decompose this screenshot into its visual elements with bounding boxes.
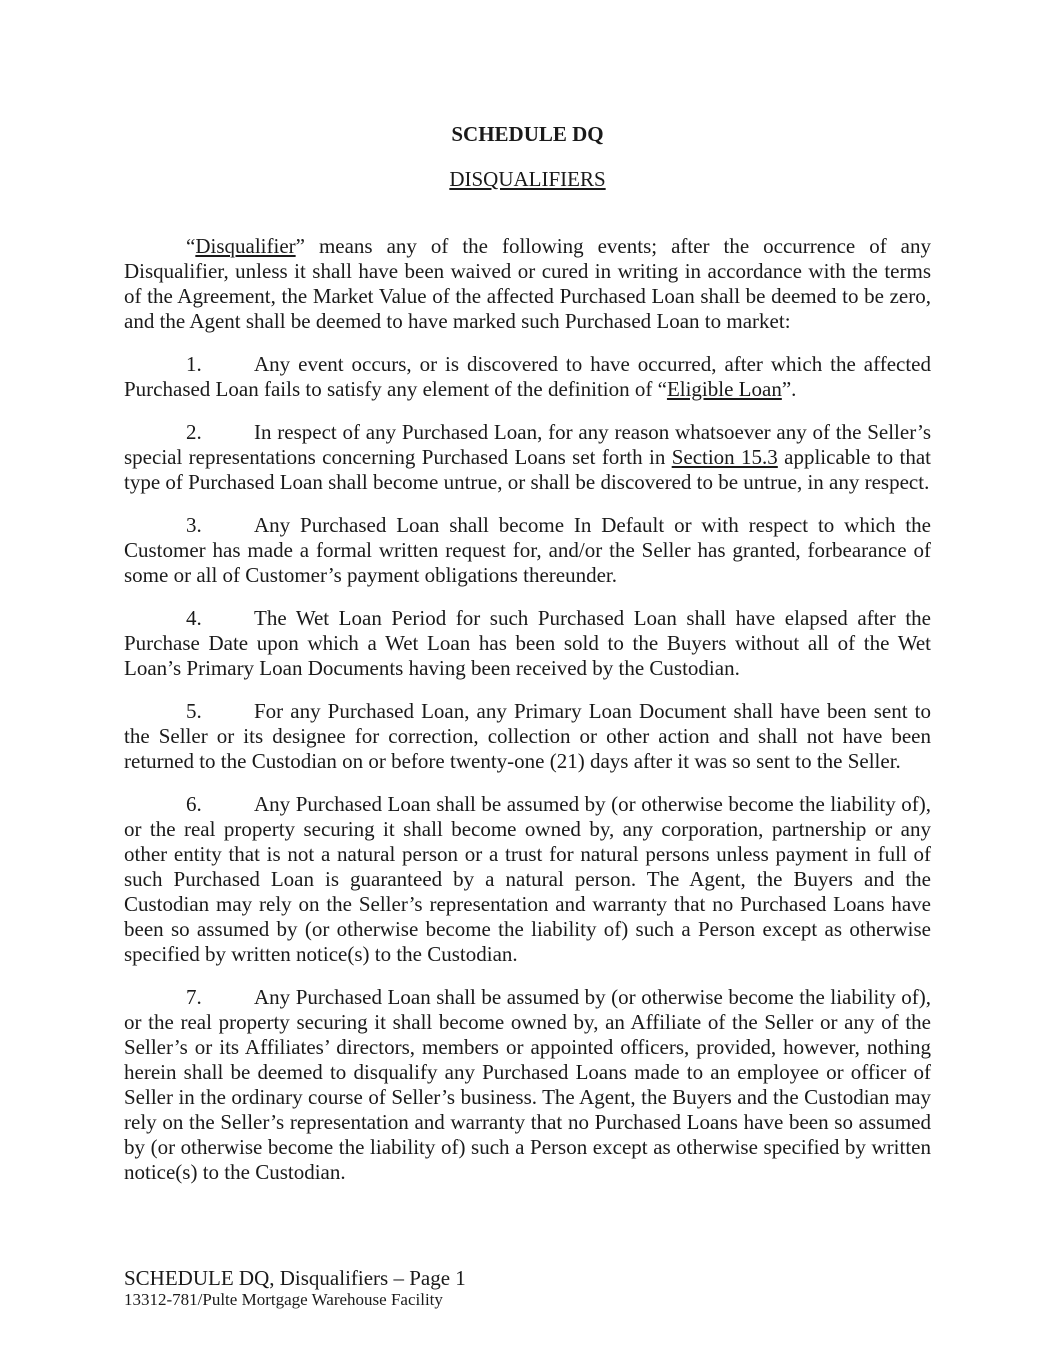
paragraph-number: 3. xyxy=(186,513,202,537)
text-run: Any Purchased Loan shall be assumed by (or otherwise become the liability of), or the real property securing it shall become owned by, any corporation, partnership or any other entity that is not a natural person or a trust for natural persons unless payment in full of such Purchased Loan is guaranteed by a natural person. The Agent, the Buyers and the Custodian may rely on the Seller’s representation and warranty that no Purchased Loans have been so assumed by (or otherwise become the liability of) such a Person except as otherwise specified by written notice(s) to the Custodian. xyxy=(124,792,931,966)
text-run: ”. xyxy=(781,377,797,401)
numbered-paragraph xyxy=(124,420,931,495)
intro-paragraph xyxy=(124,234,931,334)
text-run: In respect of any Purchased Loan, for any reason whatsoever any of the Seller’s special representations concerning Purchased Loans set forth in xyxy=(124,420,931,469)
text-run: “ xyxy=(186,234,196,258)
numbered-paragraph xyxy=(124,792,931,967)
text-run: For any Purchased Loan, any Primary Loan Document shall have been sent to the Seller or its designee for correction, collection or other action and shall not have been returned to the Custodian on or before twenty-one (21) days after it was so sent to the Seller. xyxy=(124,699,931,773)
paragraph-number: 2. xyxy=(186,420,202,444)
numbered-paragraph xyxy=(124,985,931,1185)
footer-schedule-line: SCHEDULE DQ, Disqualifiers – Page 1 xyxy=(124,1266,466,1290)
document-title: SCHEDULE DQ xyxy=(451,122,604,146)
underlined-term: Section 15.3 xyxy=(671,445,778,469)
paragraph-text xyxy=(124,792,931,966)
numbered-paragraph xyxy=(124,513,931,588)
paragraph-number: 6. xyxy=(186,792,202,816)
paragraph-number: 1. xyxy=(186,352,202,376)
paragraph-text xyxy=(124,985,931,1184)
text-run: The Wet Loan Period for such Purchased Loan shall have elapsed after the Purchase Date upon which a Wet Loan has been sold to the Buyers without all of the Wet Loan’s Primary Loan Documents having been received by the Custodian. xyxy=(124,606,931,680)
text-run: ” means any of the following events; after the occurrence of any Disqualifier, unless it shall have been waived or cured in writing in accordance with the terms of the Agreement, the Market Value of the affected Purchased Loan shall be deemed to be zero, and the Agent shall be deemed to have marked such Purchased Loan to market: xyxy=(124,234,931,333)
text-run: applicable to that type of Purchased Loan shall become untrue, or shall be discovered to be untrue, in any respect. xyxy=(124,445,931,494)
paragraph-number: 4. xyxy=(186,606,202,630)
text-run: Any Purchased Loan shall become In Default or with respect to which the Customer has made a formal written request for, and/or the Seller has granted, forbearance of some or all of Customer’s payment obligations thereunder. xyxy=(124,513,931,587)
underlined-term: Disqualifier xyxy=(195,234,296,258)
footer-matter-line: 13312-781/Pulte Mortgage Warehouse Facility xyxy=(124,1290,443,1309)
document-subtitle: DISQUALIFIERS xyxy=(449,167,606,191)
paragraph-number: 7. xyxy=(186,985,202,1009)
text-run: Any Purchased Loan shall be assumed by (or otherwise become the liability of), or the real property securing it shall become owned by, an Affiliate of the Seller or any of the Seller’s or its Affiliates’ directors, members or appointed officers, provided, however, nothing herein shall be deemed to disqualify any Purchased Loans made to an employee or officer of Seller in the ordinary course of Seller’s business. The Agent, the Buyers and the Custodian may rely on the Seller’s representation and warranty that no Purchased Loans have been so assumed by (or otherwise become the liability of) such a Person except as otherwise specified by written notice(s) to the Custodian. xyxy=(124,985,931,1184)
paragraph-number: 5. xyxy=(186,699,202,723)
text-run: Any event occurs, or is discovered to have occurred, after which the affected Purchased Loan fails to satisfy any element of the definition of “ xyxy=(124,352,931,401)
numbered-paragraph xyxy=(124,606,931,681)
numbered-paragraph xyxy=(124,699,931,774)
numbered-paragraph-list xyxy=(124,352,931,1185)
page-footer xyxy=(124,1266,466,1310)
underlined-term: Eligible Loan xyxy=(666,377,782,401)
numbered-paragraph xyxy=(124,352,931,402)
